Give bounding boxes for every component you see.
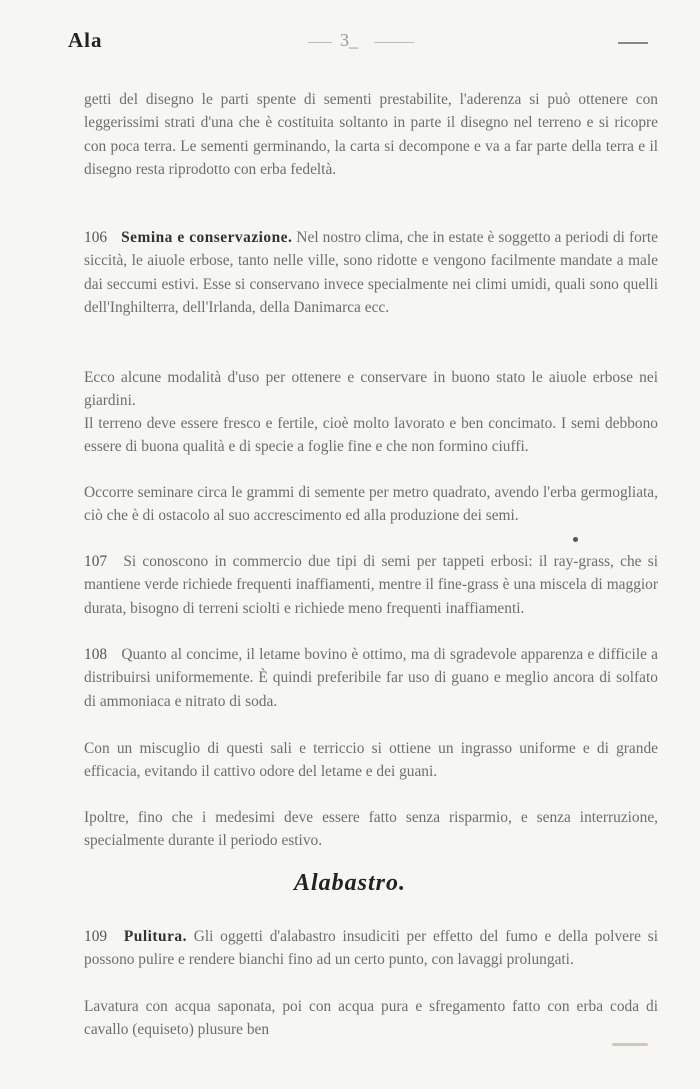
paragraph-text: Gli oggetti d'alabastro insudiciti per effetto del fumo e della polvere si possono pulire e rendere bianchi fino ad un certo punto, con lavaggi prolungati. — [84, 928, 658, 969]
paragraph-number: 106 — [84, 229, 108, 246]
header-rule-far — [618, 42, 648, 44]
paragraph — [84, 806, 658, 853]
paragraph — [84, 366, 658, 413]
paragraph-number: 108 — [84, 646, 108, 663]
paragraph-107 — [84, 550, 658, 620]
paragraph-text: Nel nostro clima, che in estate è soggetto a periodi di forte siccità, le aiuole erbose, tanto nelle ville, sono ridotte e vengono facilmente mandate a male dai seccumi estivi. Esse si conservano invece specialmente nei climi umidi, quali sono quelli dell'Inghilterra, dell'Irlanda, della Danimarca ecc. — [84, 229, 658, 317]
paragraph-109 — [84, 925, 658, 972]
header-rule-right — [374, 42, 414, 43]
paragraph-text: Ecco alcune modalità d'uso per ottenere e conservare in buono stato le aiuole erbose nei giardini. — [84, 369, 658, 410]
paragraph-text: Quanto al concime, il letame bovino è ottimo, ma di sgradevole apparenza e difficile a distribuirsi uniformemente. È quindi preferibile far uso di guano e meglio ancora di solfato di ammoniaca e nitrato di soda. — [84, 646, 658, 710]
paragraph-title: Pulitura. — [123, 928, 187, 945]
paragraph-108 — [84, 643, 658, 713]
paragraph-106 — [84, 226, 658, 320]
paragraph-number: 107 — [84, 553, 108, 570]
paragraph — [84, 88, 658, 182]
paragraph-text: Ipoltre, fino che i medesimi deve essere fatto senza risparmio, e senza interruzione, specialmente durante il periodo estivo. — [84, 809, 658, 850]
paragraph-text: Lavatura con acqua saponata, poi con acqua pura e sfregamento fatto con erba coda di cavallo (equiseto) plusure ben — [84, 998, 658, 1039]
paragraph-text: Con un miscuglio di questi sali e terriccio si ottiene un ingrasso uniforme e di grande efficacia, evitando il cattivo odore del letame e dei guani. — [84, 740, 658, 781]
paragraph-text: Occorre seminare circa le grammi di semente per metro quadrato, avendo l'erba germogliata, ciò che è di ostacolo al suo accrescimento ed alla produzione dei semi. — [84, 484, 658, 525]
ink-dot — [573, 537, 578, 542]
paragraph-text: getti del disegno le parti spente di sementi prestabilite, l'aderenza si può ottenere con leggerissimi strati d'una che è costituita soltanto in parte il disegno nel terreno e si ricopre con poca terra. Le sementi germinando, la carta si decompone e va a far parte della terra e il disegno resta riprodotto con erba fedeltà. — [84, 91, 658, 179]
section-title: Alabastro. — [293, 870, 407, 896]
paragraph-text: Il terreno deve essere fresco e fertile, cioè molto lavorato e ben concimato. I semi debbono essere di buona qualità e di specie a foglie fine e che non formino ciuffi. — [84, 415, 658, 456]
paragraph-text: Si conoscono in commercio due tipi di semi per tappeti erbosi: il ray-grass, che si mantiene verde richiede frequenti inaffiamenti, mentre il fine-grass è una miscela di maggior durata, bisogno di terreni sciolti e richiede meno frequenti inaffiamenti. — [84, 553, 658, 617]
paragraph-title: Semina e conservazione. — [121, 229, 293, 246]
paragraph — [84, 737, 658, 784]
paragraph-number: 109 — [84, 928, 108, 945]
paragraph — [84, 412, 658, 459]
header-rule-left — [308, 42, 332, 43]
paper-stain — [612, 1043, 648, 1046]
paragraph — [84, 995, 658, 1042]
paragraph — [84, 481, 658, 528]
running-head: Ala — [68, 28, 103, 52]
page-header — [68, 28, 648, 58]
page-number: 3_ — [340, 30, 358, 50]
